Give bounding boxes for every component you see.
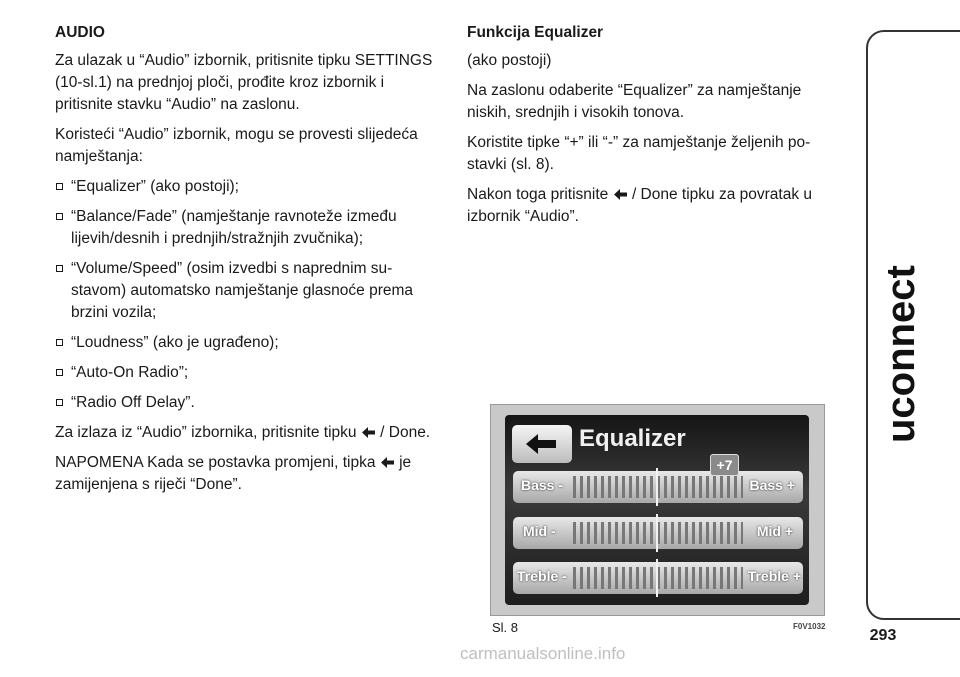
paragraph: Za ulazak u “Audio” izbornik, pritisnite tipku SETTINGS (10-sl.1) na prednjoj ploči, prođite kroz izbornik i pritisnite stavku “Audio” na zaslonu. [55,52,433,113]
mid-plus-button[interactable]: Mid + [756,523,793,539]
back-arrow-icon [526,434,556,454]
back-arrow-icon [614,189,627,200]
bass-minus-button[interactable]: Bass - [521,477,564,493]
checkbox-bullet-icon [56,399,63,406]
checkbox-bullet-icon [56,213,63,220]
figure-caption: Sl. 8 [492,620,519,635]
section-heading-audio: AUDIO [55,24,105,41]
slider-ticks [573,522,743,544]
svg-text:uconnect: uconnect [879,265,923,443]
list-item: “Auto-On Radio”; [55,362,445,384]
slider-ticks [573,476,743,498]
mid-minus-button[interactable]: Mid - [523,523,556,539]
slider-center-line [656,514,658,552]
equalizer-title: Equalizer [579,425,686,452]
paragraph: Koristeći “Audio” izbornik, mogu se provesti slijedeća namještanja: [55,126,418,165]
list-item: “Radio Off Delay”. [55,392,445,414]
treble-slider-row[interactable] [513,562,803,594]
right-column [467,22,847,236]
checkbox-bullet-icon [56,183,63,190]
paragraph: Koristite tipke “+” ili “-” za namještanje željenih po-stavki (sl. 8). [467,134,811,173]
checkbox-bullet-icon [56,339,63,346]
watermark: carmanualsonline.info [460,644,626,663]
treble-plus-button[interactable]: Treble + [747,568,801,584]
uconnect-logo [872,245,932,445]
back-arrow-icon [381,457,394,468]
figure-code: F0V1032 [793,622,826,631]
treble-minus-button[interactable]: Treble - [517,568,567,584]
list-item: “Loudness” (ako je ugrađeno); [55,332,445,354]
slider-center-line [656,559,658,597]
paragraph: Na zaslonu odaberite “Equalizer” za namještanje niskih, srednjih i visokih tonova. [467,82,802,121]
list-item: “Balance/Fade” (namještanje ravnoteže između lijevih/desnih i prednjih/stražnjih zvučnika); [55,206,445,250]
back-arrow-icon [362,427,375,438]
slider-center-line [656,468,658,506]
paragraph: (ako postoji) [467,52,552,69]
bass-slider-row[interactable] [513,471,803,503]
bass-plus-button[interactable]: Bass + [749,477,795,493]
page-number: 293 [869,627,897,644]
left-column [55,22,445,504]
checkbox-bullet-icon [56,265,63,272]
paragraph: Za izlaza iz “Audio” izbornika, pritisnite tipku / Done. [55,424,431,441]
list-item: “Volume/Speed” (osim izvedbi s naprednim su-stavom) automatsko namještanje glasnoće prema brzini vozila; [55,258,445,324]
section-heading-equalizer: Funkcija Equalizer [467,24,604,41]
paragraph-note: NAPOMENA Kada se postavka promjeni, tipka je zamijenjena s riječi “Done”. [55,454,412,493]
bass-value-marker: +7 [710,454,739,476]
back-button[interactable] [512,425,572,463]
slider-ticks [573,567,743,589]
mid-slider-row[interactable] [513,517,803,549]
list-item: “Equalizer” (ako postoji); [55,176,445,198]
paragraph: Nakon toga pritisnite / Done tipku za povratak u izbornik “Audio”. [467,186,813,225]
checkbox-bullet-icon [56,369,63,376]
